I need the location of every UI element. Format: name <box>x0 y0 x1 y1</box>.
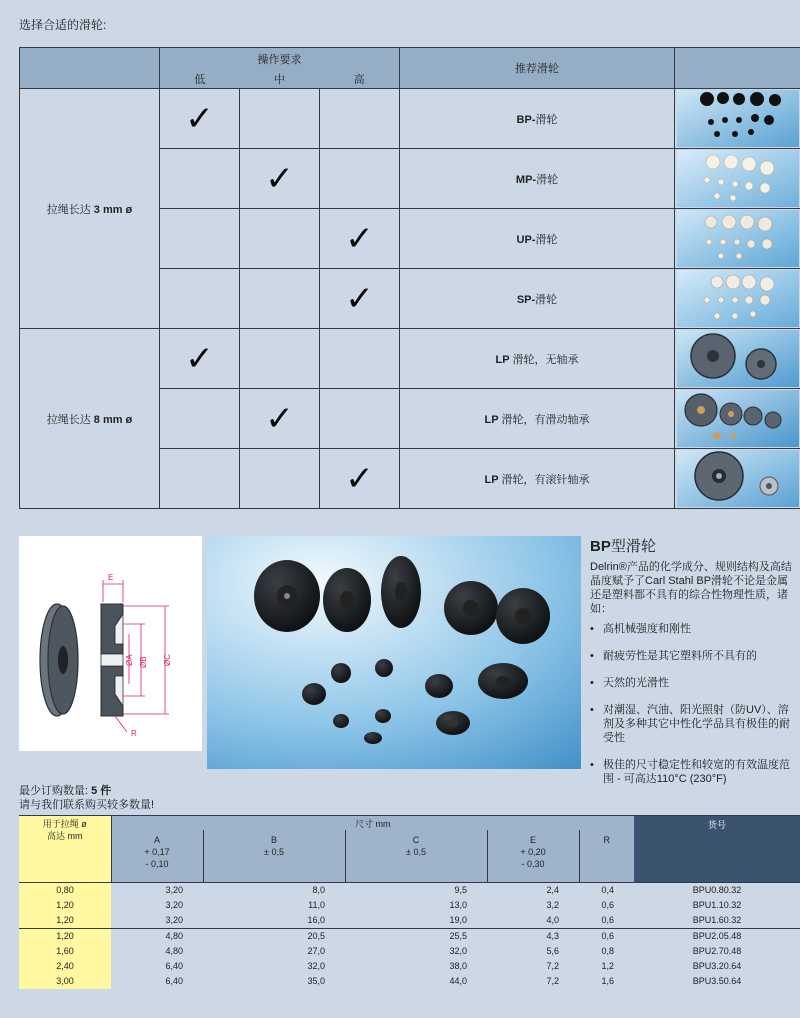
black-pulleys-photo <box>675 89 800 149</box>
dimension-cell: 20,5 <box>203 929 345 945</box>
rope-diameter-cell: 1,20 <box>19 929 111 945</box>
list-item: • 对潮湿、汽油、阳光照射（防UV）、溶剂及多种其它中性化学品具有极佳的耐受性 <box>590 703 794 745</box>
grey-pulleys-photo <box>675 389 800 449</box>
check-icon: ✓ <box>345 218 374 259</box>
rope-diameter-cell: 1,20 <box>19 898 111 913</box>
grey-pulleys-photo <box>675 329 800 389</box>
grey-pulleys-photo <box>675 449 800 509</box>
check-icon: ✓ <box>345 458 374 499</box>
dimension-cell: 1,6 <box>601 976 615 986</box>
dimension-cell: 38,0 <box>449 961 467 971</box>
dimension-cell: 0,6 <box>579 929 634 945</box>
part-number-cell: BPU2.05.48 <box>634 929 800 945</box>
white-pulleys-photo <box>675 149 800 209</box>
condition-3mm: 拉绳长达 3 mm ø <box>20 89 160 329</box>
condition-8mm: 拉绳长达 8 mm ø <box>20 329 160 509</box>
technical-drawing <box>19 536 202 751</box>
page-heading: 选择合适的滑轮: <box>19 18 107 32</box>
dimension-cell: 16,0 <box>307 915 325 925</box>
product-name: LP 滑轮，有滑动轴承 <box>400 389 675 449</box>
list-item: • 耐疲劳性是其它塑料所不具有的 <box>590 649 794 663</box>
label-c: ØC <box>163 654 172 666</box>
check-icon: ✓ <box>345 278 374 319</box>
dimension-cell: 0,6 <box>601 915 615 925</box>
table-row <box>19 883 800 899</box>
product-name: UP-滑轮 <box>400 209 675 269</box>
dimension-cell: 0,6 <box>601 900 615 910</box>
col-c-header: C ± 0,5 <box>345 830 487 883</box>
part-number-header: 货号 <box>634 816 800 883</box>
list-item: • 天然的光滑性 <box>590 676 794 690</box>
dimension-cell: 2,4 <box>487 883 579 899</box>
dimension-cell: 13,0 <box>449 900 467 910</box>
level-mid: 中 <box>273 74 285 86</box>
rope-diameter-cell: 0,80 <box>19 883 111 899</box>
product-name: MP-滑轮 <box>400 149 675 209</box>
dimension-cell: 3,2 <box>546 900 559 910</box>
rope-diameter-cell: 2,40 <box>19 959 111 974</box>
part-number-cell: BPU1.60.32 <box>692 915 742 925</box>
dimension-cell: 7,2 <box>546 961 559 971</box>
product-name: BP-滑轮 <box>400 89 675 149</box>
dimension-cell: 4,80 <box>111 929 203 945</box>
label-b: ØB <box>139 656 148 668</box>
dimension-cell: 0,8 <box>601 946 615 956</box>
list-item: • 高机械强度和刚性 <box>590 622 794 636</box>
product-name: LP 滑轮，无轴承 <box>400 329 675 389</box>
dimension-cell: 32,0 <box>307 961 325 971</box>
part-number-cell: BPU3.20.64 <box>692 961 742 971</box>
pulley-selection-table <box>19 47 800 509</box>
table-row <box>20 329 800 389</box>
op-req-header: 操作要求 低 中 高 <box>160 48 400 89</box>
product-name: SP-滑轮 <box>400 269 675 329</box>
table-row <box>20 89 800 149</box>
bp-pulleys-photo <box>207 536 581 769</box>
dimension-cell: 0,4 <box>579 883 634 899</box>
rope-diameter-cell: 1,60 <box>19 944 111 959</box>
check-icon: ✓ <box>185 98 214 139</box>
bp-intro: Delrin®产品的化学成分、规则结构及高结晶度赋予了Carl Stahl BP滑轮不论是金属还是塑料都不具有的综合性物理性质，诸如： <box>590 561 792 615</box>
dimension-cell: 3,20 <box>165 900 183 910</box>
white-pulleys-photo <box>675 209 800 269</box>
check-icon: ✓ <box>265 398 294 439</box>
dimension-cell: 7,2 <box>546 976 559 986</box>
dimension-cell: 4,0 <box>546 915 559 925</box>
level-high: 高 <box>353 74 365 86</box>
col-rope-header: 用于拉绳 ø 高达 mm <box>19 816 111 883</box>
label-a: ØA <box>125 654 134 666</box>
dimension-cell: 3,20 <box>111 883 203 899</box>
dimension-cell: 27,0 <box>307 946 325 956</box>
product-name: LP 滑轮，有滚针轴承 <box>400 449 675 509</box>
recommend-header: 推荐滑轮 <box>400 48 675 89</box>
rope-diameter-cell: 1,20 <box>19 913 111 929</box>
size-header: 尺寸 mm <box>111 816 634 831</box>
table-row <box>19 959 800 974</box>
part-number-cell: BPU3.50.64 <box>692 976 742 986</box>
rope-diameter-cell: 3,00 <box>19 974 111 989</box>
dimension-cell: 9,5 <box>345 883 487 899</box>
white-pulleys-photo <box>675 269 800 329</box>
bp-title: BP型滑轮 <box>590 538 656 555</box>
dimension-cell: 4,3 <box>487 929 579 945</box>
check-icon: ✓ <box>185 338 214 379</box>
dimension-cell: 4,80 <box>165 946 183 956</box>
check-icon: ✓ <box>265 158 294 199</box>
dimension-cell: 35,0 <box>307 976 325 986</box>
table-row <box>19 974 800 989</box>
dimension-cell: 6,40 <box>165 961 183 971</box>
col-b-header: B ± 0,5 <box>203 830 345 883</box>
dimension-cell: 5,6 <box>546 946 559 956</box>
list-item: • 极佳的尺寸稳定性和较宽的有效温度范围 - 可高达110°C (230°F) <box>590 758 794 786</box>
level-low: 低 <box>194 74 206 86</box>
table-row <box>19 913 800 929</box>
dimension-cell: 6,40 <box>165 976 183 986</box>
part-number-cell: BPU1.10.32 <box>692 900 742 910</box>
col-a-header: A + 0,17 - 0,10 <box>111 830 203 883</box>
dimension-cell: 19,0 <box>449 915 467 925</box>
min-order-note: 最少订购数量: 5 件 请与我们联系购买较多数量! <box>19 785 155 811</box>
table-row <box>19 898 800 913</box>
dimension-cell: 11,0 <box>308 900 325 910</box>
table-row <box>19 929 800 945</box>
col-r-header: R <box>579 830 634 883</box>
dimension-cell: 32,0 <box>449 946 467 956</box>
part-number-cell: BPU0.80.32 <box>634 883 800 899</box>
part-number-cell: BPU2.70.48 <box>692 946 742 956</box>
dimension-cell: 25,5 <box>345 929 487 945</box>
dimension-table <box>19 815 800 989</box>
table-row <box>19 944 800 959</box>
label-e: E <box>108 573 114 582</box>
dimension-cell: 8,0 <box>203 883 345 899</box>
dimension-cell: 44,0 <box>449 976 467 986</box>
label-r: R <box>131 729 137 738</box>
bp-feature-list <box>590 622 794 799</box>
col-e-header: E + 0,20 - 0,30 <box>487 830 579 883</box>
dimension-cell: 3,20 <box>165 915 183 925</box>
dimension-cell: 1,2 <box>601 961 615 971</box>
